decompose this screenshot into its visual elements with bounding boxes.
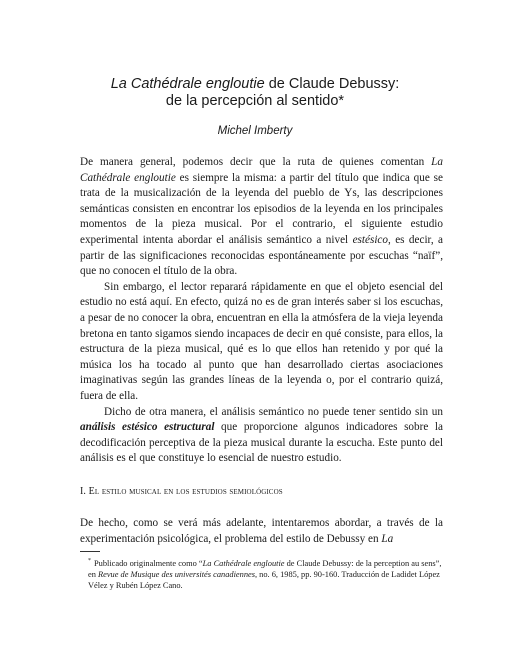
title-plain: de Claude Debussy:	[264, 76, 400, 92]
paragraph-1-emphasis-2: estésico	[352, 233, 388, 246]
article-title	[80, 76, 430, 110]
footnote-text	[80, 556, 443, 591]
section-heading: I. El estilo musical en los estudios semiológicos	[80, 486, 283, 497]
footnote-marker: *	[88, 558, 91, 564]
paragraph-1-text-a: De manera general, podemos decir que la ruta de quienes comentan	[80, 156, 432, 168]
paragraph-3-emphasis: análisis estésico estructural	[80, 421, 215, 434]
footnote-emphasis-2: Revue de Musique des universités canadiennes	[98, 569, 255, 579]
paragraph-1-text-b: es siempre la misma: a partir del título que indica que se trata de la musicalización de la leyenda del pueblo de Ys, las descripciones semánticas consisten en encontrar los episodios de la leyenda en los principales momentos de la pieza musical. Por el contrario, el siguiente estudio experimental intenta abordar el análisis semántico a nivel	[80, 171, 443, 246]
title-italic: La Cathédrale engloutie	[110, 76, 265, 92]
author-name: Michel Imberty	[217, 125, 293, 137]
paragraph-1-text-c: , es decir, a partir de las significaciones reconocidas espontáneamente por escuchas “naïf”, que no conocen el título de la obra.	[80, 233, 444, 278]
footnote-text-b: de Claude Debussy: de la perception au sens”, en	[88, 558, 442, 579]
paragraph-2: Sin embargo, el lector reparará rápidamente en que el objeto esencial del estudio no está aquí. En efecto, quizá no es de gran interés saber si los escuchas, a pesar de no conocer la obra, encuentran en ella la atmósfera de la vieja leyenda bretona en tanto sigamos siendo incapaces de decir en qué consiste, para ellos, la estructura de la pieza musical, qué es lo que ellos han retenido y por qué la música los ha tocado al punto que han desarrollado ciertas asociaciones imaginativas según las grandes líneas de la leyenda o, por el contrario quizá, fuera de ella.	[80, 280, 443, 402]
footnote-rule	[80, 551, 100, 552]
section-paragraph-text: De hecho, como se verá más adelante, intentaremos abordar, a través de la experimentación psicológica, el problema del estilo de Debussy en	[80, 517, 443, 545]
paragraph-1-emphasis-1: La Cathédrale engloutie	[80, 156, 443, 184]
section-paragraph-emphasis: La	[381, 532, 394, 545]
footnote-text-a: Publicado originalmente como “	[94, 558, 203, 568]
body-text	[80, 155, 443, 467]
title-line-1	[80, 76, 430, 93]
section-paragraph	[80, 516, 443, 547]
footnote-emphasis-1: La Cathédrale engloutie	[202, 558, 285, 568]
title-line-2: de la percepción al sentido*	[165, 93, 345, 109]
footnote-text-c: , no. 6, 1985, pp. 90-160. Traducción de Ladidet López Vélez y Rubén López Cano.	[88, 569, 440, 590]
paragraph-1	[80, 155, 443, 280]
paragraph-3-text-a: Dicho de otra manera, el análisis semántico no puede tener sentido sin un	[104, 405, 443, 418]
footnote	[80, 556, 443, 591]
paragraph-3	[80, 405, 443, 467]
section-body	[80, 516, 443, 547]
paragraph-3-text-b: que proporcione algunos indicadores sobre la decodificación perceptiva de la pieza musical durante la escucha. Este punto del análisis es el que constituye lo esencial de nuestro estudio.	[80, 421, 443, 465]
